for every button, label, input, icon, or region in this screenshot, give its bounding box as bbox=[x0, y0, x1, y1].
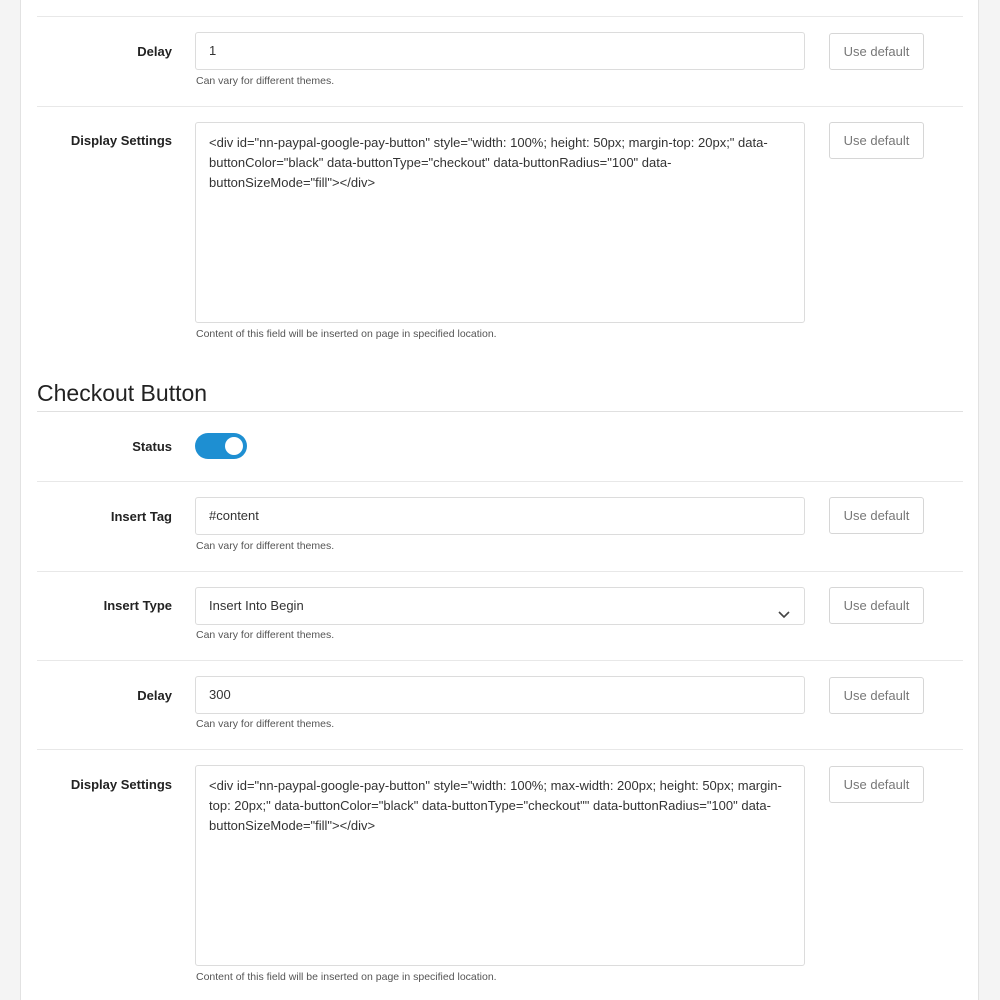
display-settings-textarea[interactable]: <div id="nn-paypal-google-pay-button" style="width: 100%; height: 50px; margin-top: 20px;" data-buttonColor="black" data-buttonType="checkout" data-buttonRadius="100" data-buttonSizeMode="fill"></div> bbox=[195, 122, 805, 323]
divider bbox=[37, 481, 963, 482]
toggle-knob bbox=[225, 437, 243, 455]
section-heading-checkout-button: Checkout Button bbox=[37, 380, 208, 406]
delay-hint: Can vary for different themes. bbox=[196, 75, 335, 87]
divider bbox=[37, 660, 963, 661]
divider bbox=[37, 16, 963, 17]
status-toggle[interactable] bbox=[195, 433, 247, 459]
checkout-display-settings-use-default-button[interactable]: Use default bbox=[829, 766, 924, 803]
checkout-delay-input[interactable]: 300 bbox=[195, 676, 805, 714]
checkout-delay-label: Delay bbox=[137, 688, 172, 703]
insert-tag-hint: Can vary for different themes. bbox=[196, 540, 335, 552]
chevron-down-icon bbox=[778, 597, 790, 633]
insert-tag-use-default-button[interactable]: Use default bbox=[829, 497, 924, 534]
checkout-display-settings-hint: Content of this field will be inserted on page in specified location. bbox=[196, 971, 497, 983]
divider bbox=[37, 749, 963, 750]
display-settings-label: Display Settings bbox=[70, 133, 172, 148]
delay-use-default-button[interactable]: Use default bbox=[829, 33, 924, 70]
divider bbox=[37, 571, 963, 572]
checkout-display-settings-textarea[interactable]: <div id="nn-paypal-google-pay-button" style="width: 100%; max-width: 200px; height: 50px; margin-top: 20px;" data-buttonColor="black" data-buttonType="checkout"" data-buttonRadius="100" data-buttonSizeMode="fill"></div> bbox=[195, 765, 805, 966]
divider bbox=[37, 106, 963, 107]
delay-input[interactable]: 1 bbox=[195, 32, 805, 70]
insert-type-hint: Can vary for different themes. bbox=[196, 629, 335, 641]
status-label: Status bbox=[132, 439, 172, 454]
checkout-delay-use-default-button[interactable]: Use default bbox=[829, 677, 924, 714]
insert-tag-input[interactable]: #content bbox=[195, 497, 805, 535]
insert-type-select[interactable] bbox=[195, 587, 805, 625]
insert-tag-label: Insert Tag bbox=[110, 509, 172, 524]
insert-type-label: Insert Type bbox=[103, 598, 172, 613]
insert-type-value: Insert Into Begin bbox=[209, 598, 304, 613]
checkout-delay-hint: Can vary for different themes. bbox=[196, 718, 335, 730]
checkout-display-settings-label: Display Settings bbox=[70, 777, 172, 792]
divider bbox=[37, 411, 963, 412]
display-settings-use-default-button[interactable]: Use default bbox=[829, 122, 924, 159]
insert-type-use-default-button[interactable]: Use default bbox=[829, 587, 924, 624]
delay-label: Delay bbox=[137, 44, 172, 59]
display-settings-hint: Content of this field will be inserted on page in specified location. bbox=[196, 328, 497, 340]
